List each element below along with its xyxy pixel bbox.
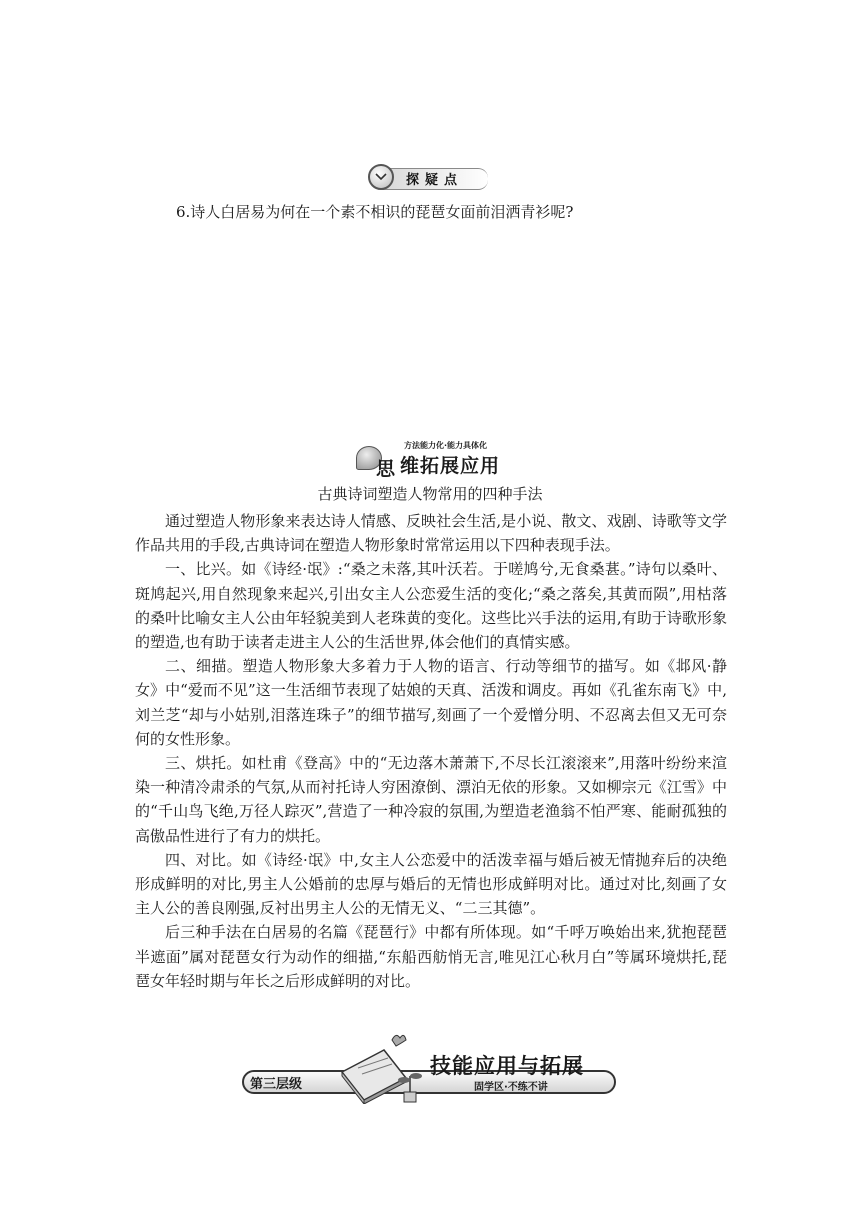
banner-title: 技能应用与拓展: [430, 1054, 584, 1078]
siwei-heading: [356, 438, 516, 480]
paragraph: 通过塑造人物形象来表达诗人情感、反映社会生活,是小说、散文、戏剧、诗歌等文学作品共用的手段,古典诗词在塑造人物形象时常常运用以下四种表现手法。: [135, 512, 727, 555]
paragraph: 三、烘托。如杜甫《登高》中的“无边落木萧萧下,不尽长江滚滚来”,用落叶纷纷来渲染一种清冷肃杀的气氛,从而衬托诗人穷困潦倒、漂泊无依的形象。又如柳宗元《江雪》中的“千山鸟飞绝,万径人踪灭”,营造了一种冷寂的氛围,为塑造老渔翁不怕严寒、能耐孤独的高傲品性进行了有力的烘托。: [135, 754, 727, 845]
banner-level: 第三层级: [250, 1077, 303, 1092]
siwei-char: 思: [376, 458, 396, 480]
question-6: 6.诗人白居易为何在一个素不相识的琵琶女面前泪洒青衫呢?: [176, 203, 574, 221]
paragraph: 二、细描。塑造人物形象大多着力于人物的语言、行动等细节的描写。如《邶风·静女》中“爱而不见”这一生活细节表现了姑娘的天真、活泼和调皮。再如《孔雀东南飞》中,刘兰芝“却与小姑别,泪落连珠子”的细节描写,刻画了一个爱憎分明、不忍离去但又无可奈何的女性形象。: [135, 657, 727, 748]
article-body: [135, 509, 727, 993]
siwei-subtitle: 方法能力化·能力具体化: [404, 441, 488, 450]
level-three-banner: [240, 1028, 620, 1108]
book-plant-icon: [336, 1032, 426, 1104]
chevron-down-icon: [368, 164, 394, 190]
paragraph: 四、对比。如《诗经·氓》中,女主人公恋爱中的活泼幸福与婚后被无情抛弃后的决绝形成鲜明的对比,男主人公婚前的忠厚与婚后的无情也形成鲜明对比。通过对比,刻画了女主人公的善良刚强,反衬出男主人公的无情无义、“二三其德”。: [135, 850, 727, 918]
article-title: 古典诗词塑造人物常用的四种手法: [317, 485, 543, 503]
siwei-title: 维拓展应用: [400, 455, 501, 477]
paragraph: 一、比兴。如《诗经·氓》:“桑之未落,其叶沃若。于嗟鸠兮,无食桑葚。”诗句以桑叶、斑鸠起兴,用自然现象来起兴,引出女主人公恋爱生活的变化;“桑之落矣,其黄而陨”,用枯落的桑叶比喻女主人公由年轻貌美到人老珠黄的变化。这些比兴手法的运用,有助于诗歌形象的塑造,也有助于读者走进主人公的生活世界,体会他们的真情实感。: [135, 560, 727, 652]
tanyidian-badge: [368, 164, 490, 192]
tanyidian-label: 探疑点: [406, 173, 464, 188]
paragraph: 后三种手法在白居易的名篇《琵琶行》中都有所体现。如“千呼万唤始出来,犹抱琵琶半遮面”属对琵琶女行为动作的细描,“东船西舫悄无言,唯见江心秋月白”等属环境烘托,琵琶女年轻时期与年长之后形成鲜明的对比。: [135, 923, 727, 990]
banner-subtitle: 固学区·不练不讲: [474, 1082, 548, 1093]
